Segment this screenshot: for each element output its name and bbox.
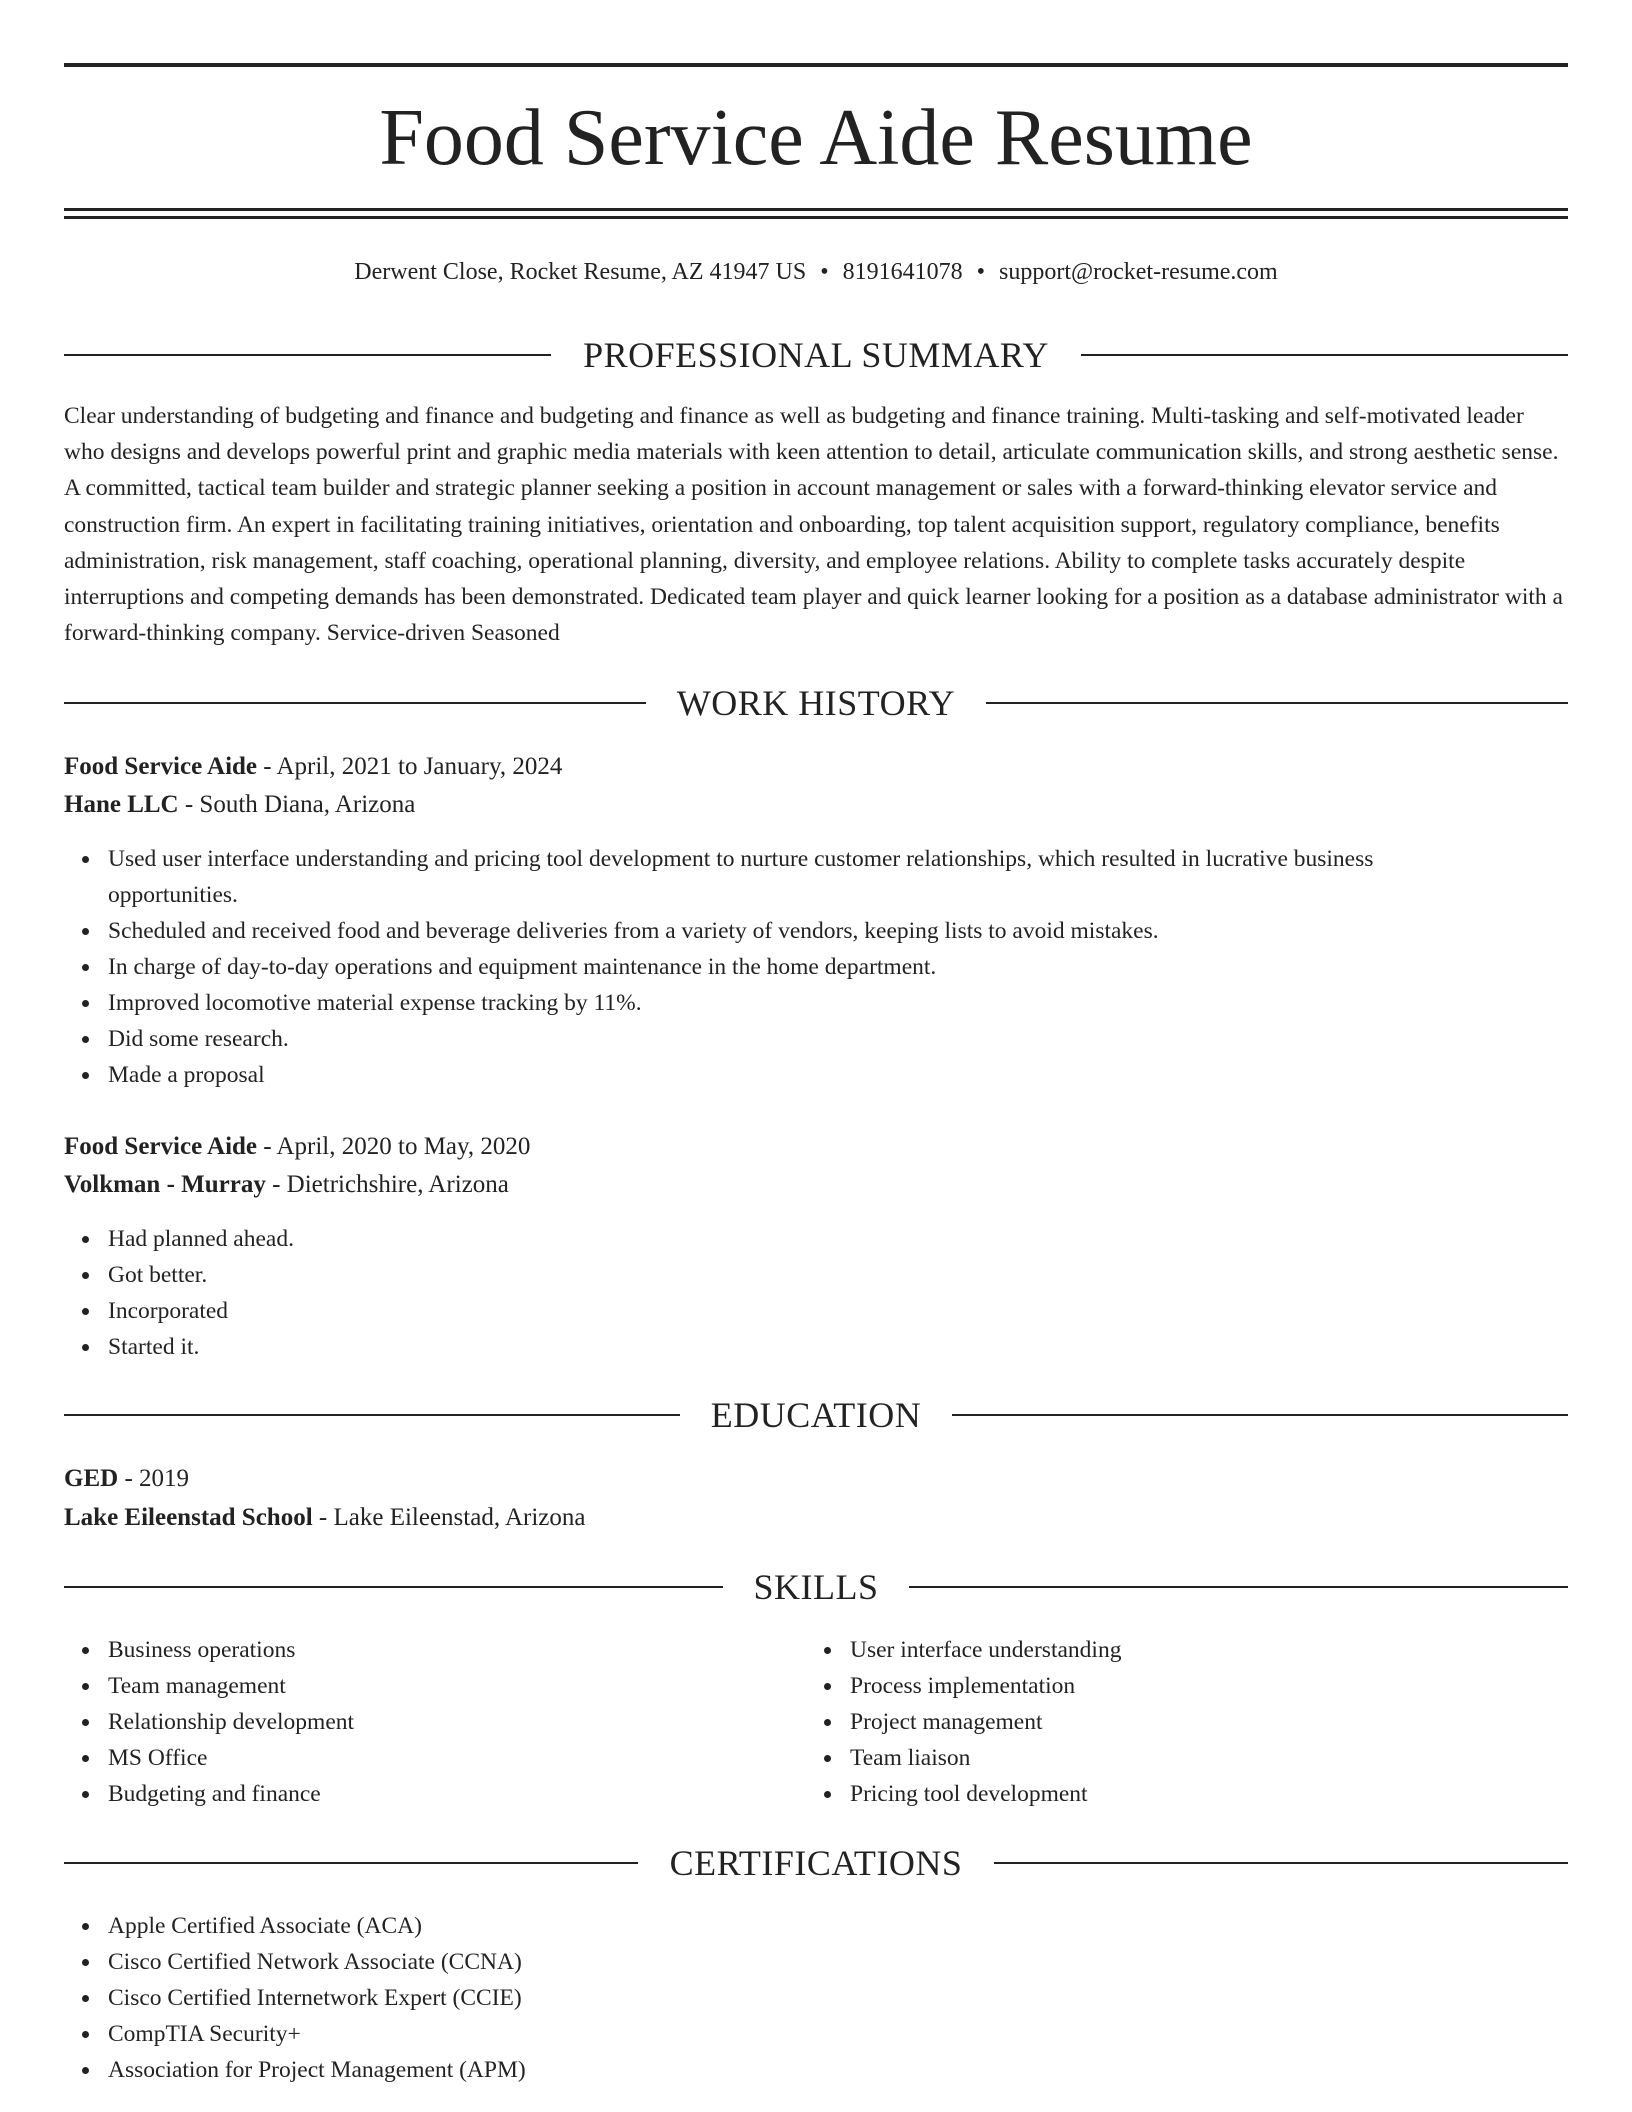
section-header-skills bbox=[64, 1564, 1568, 1610]
certification-item: CompTIA Security+ bbox=[108, 2016, 1508, 2052]
top-rule bbox=[64, 63, 1568, 67]
education-degree: GED bbox=[64, 1465, 119, 1492]
job-title-line bbox=[64, 1129, 1568, 1165]
certification-item: Cisco Certified Internetwork Expert (CCIE) bbox=[108, 1980, 1508, 2016]
contact-address: Derwent Close, Rocket Resume, AZ 41947 US bbox=[354, 259, 807, 285]
contact-phone: 8191641078 bbox=[842, 259, 963, 285]
job-company: Hane LLC bbox=[64, 791, 179, 818]
list-item: Started it. bbox=[108, 1329, 1508, 1365]
skill-item: Relationship development bbox=[108, 1704, 808, 1740]
section-header-work bbox=[64, 680, 1568, 726]
certification-item: Association for Project Management (APM) bbox=[108, 2052, 1508, 2088]
list-item: Did some research. bbox=[108, 1021, 1508, 1057]
education-year: - 2019 bbox=[118, 1465, 190, 1492]
job-dates: - April, 2020 to May, 2020 bbox=[257, 1133, 531, 1160]
job-dates: - April, 2021 to January, 2024 bbox=[257, 753, 563, 780]
skill-item: Pricing tool development bbox=[850, 1776, 1550, 1812]
job-bullets bbox=[64, 1221, 1508, 1365]
job-location: - South Diana, Arizona bbox=[178, 791, 416, 818]
contact-separator: • bbox=[976, 259, 986, 285]
title-rule-lower bbox=[64, 216, 1568, 219]
list-item: Got better. bbox=[108, 1257, 1508, 1293]
section-rule-right bbox=[909, 1586, 1568, 1588]
section-rule-right bbox=[952, 1414, 1568, 1416]
section-header-summary bbox=[64, 332, 1568, 378]
list-item: Improved locomotive material expense tracking by 11%. bbox=[108, 985, 1508, 1021]
list-item: Had planned ahead. bbox=[108, 1221, 1508, 1257]
section-rule-right bbox=[986, 702, 1568, 704]
section-title-skills: SKILLS bbox=[753, 1567, 879, 1607]
skill-item: Project management bbox=[850, 1704, 1550, 1740]
certification-item: Apple Certified Associate (ACA) bbox=[108, 1908, 1508, 1944]
skill-item: MS Office bbox=[108, 1740, 808, 1776]
list-item: Made a proposal bbox=[108, 1057, 1508, 1093]
skill-item: Team liaison bbox=[850, 1740, 1550, 1776]
job-company: Volkman - Murray bbox=[64, 1171, 266, 1198]
education-location: - Lake Eileenstad, Arizona bbox=[312, 1504, 586, 1531]
education-school-line bbox=[64, 1500, 1568, 1536]
section-rule-right bbox=[1081, 354, 1568, 356]
job-title: Food Service Aide bbox=[64, 1133, 258, 1160]
list-item: Scheduled and received food and beverage deliveries from a variety of vendors, keeping lists to avoid mistakes. bbox=[108, 913, 1508, 949]
skill-item: Team management bbox=[108, 1668, 808, 1704]
section-rule-right bbox=[994, 1862, 1568, 1864]
certifications-list bbox=[64, 1908, 1508, 2088]
contact-email: support@rocket-resume.com bbox=[999, 259, 1278, 285]
skill-item: Process implementation bbox=[850, 1668, 1550, 1704]
skill-item: Business operations bbox=[108, 1632, 808, 1668]
section-title-education: EDUCATION bbox=[710, 1395, 922, 1435]
section-header-certifications bbox=[64, 1840, 1568, 1886]
section-title-work: WORK HISTORY bbox=[676, 683, 956, 723]
list-item: In charge of day-to-day operations and equipment maintenance in the home department. bbox=[108, 949, 1508, 985]
job-company-line bbox=[64, 787, 1568, 823]
section-title-certifications: CERTIFICATIONS bbox=[669, 1843, 963, 1883]
job-company-line bbox=[64, 1167, 1568, 1203]
title-rule-upper bbox=[64, 208, 1568, 211]
skill-item: Budgeting and finance bbox=[108, 1776, 808, 1812]
section-header-education bbox=[64, 1392, 1568, 1438]
education-school: Lake Eileenstad School bbox=[64, 1504, 313, 1531]
summary-text: Clear understanding of budgeting and finance and budgeting and finance as well as budgeting and finance training. Multi-tasking and self-motivated leader who designs and develops powerful print and graphic media materials with keen attention to detail, articulate communication skills, and strong aesthetic sense. A committed, tactical team builder and strategic planner seeking a position in account management or sales with a forward-thinking elevator service and construction firm. An expert in facilitating training initiatives, orientation and onboarding, top talent acquisition support, regulatory compliance, benefits administration, risk management, staff coaching, operational planning, diversity, and employee relations. Ability to complete tasks accurately despite interruptions and competing demands has been demonstrated. Dedicated team player and quick learner looking for a position as a database administrator with a forward-thinking company. Service-driven Seasoned bbox=[64, 403, 1563, 647]
contact-separator: • bbox=[820, 259, 829, 285]
section-title-summary: PROFESSIONAL SUMMARY bbox=[583, 335, 1049, 375]
skill-item: User interface understanding bbox=[850, 1632, 1550, 1668]
job-location: - Dietrichshire, Arizona bbox=[265, 1171, 509, 1198]
job-title-line bbox=[64, 749, 1568, 785]
list-item: Incorporated bbox=[108, 1293, 1508, 1329]
skills-list-left bbox=[64, 1632, 808, 1812]
job-title: Food Service Aide bbox=[64, 753, 258, 780]
list-item: Used user interface understanding and pricing tool development to nurture customer relationships, which resulted in lucrative business opportunities. bbox=[108, 841, 1508, 913]
skills-list-right bbox=[806, 1632, 1550, 1812]
job-bullets bbox=[64, 841, 1508, 1093]
page-title: Food Service Aide Resume bbox=[379, 94, 1253, 182]
education-degree-line bbox=[64, 1461, 1568, 1497]
contact-line bbox=[64, 254, 1568, 290]
certification-item: Cisco Certified Network Associate (CCNA) bbox=[108, 1944, 1508, 1980]
